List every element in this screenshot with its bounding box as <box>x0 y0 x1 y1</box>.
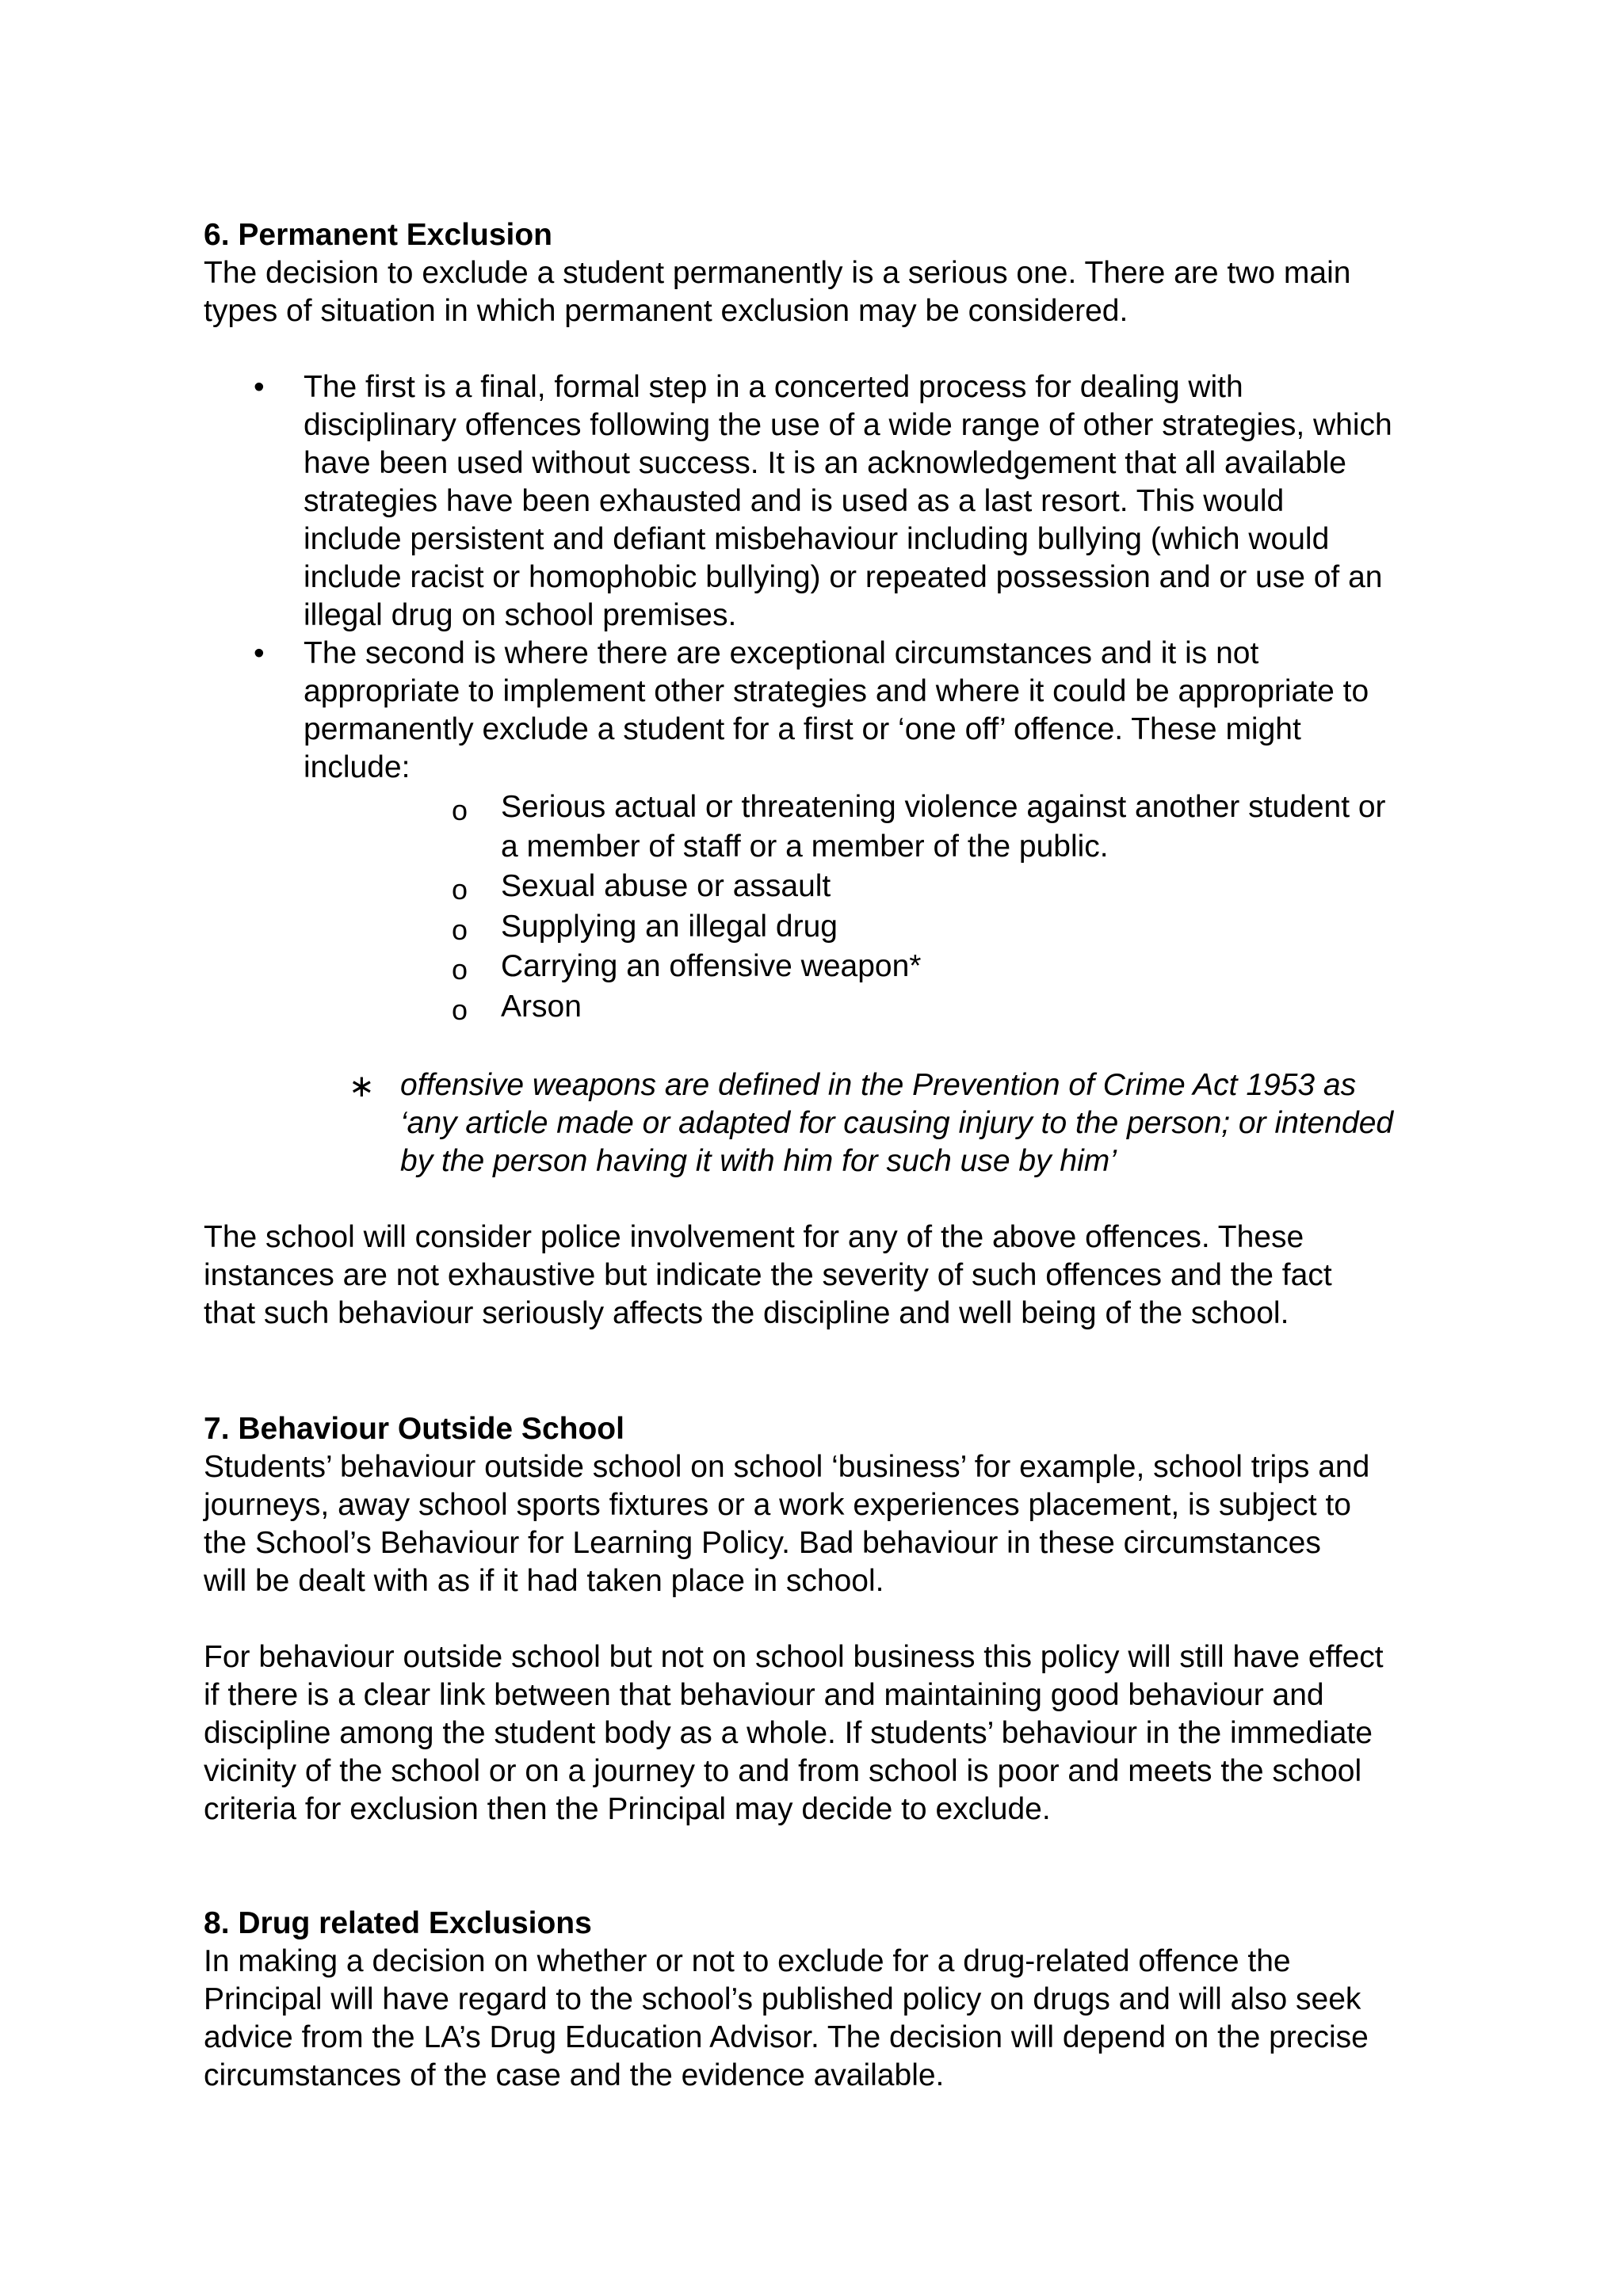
bullet-line: strategies have been exhausted and is used as a last resort. This would <box>304 484 1285 518</box>
sub-item-line: a member of staff or a member of the public. <box>501 830 1109 864</box>
paragraph-line: The decision to exclude a student permanently is a serious one. There are two main <box>204 256 1351 290</box>
paragraph-line: instances are not exhaustive but indicate the severity of such offences and the fact <box>204 1258 1332 1292</box>
footnote-line: offensive weapons are defined in the Prevention of Crime Act 1953 as <box>400 1068 1357 1102</box>
bullet-line: The first is a final, formal step in a concerted process for dealing with <box>304 370 1243 404</box>
paragraph-line: the School’s Behaviour for Learning Policy. Bad behaviour in these circumstances <box>204 1526 1321 1560</box>
sub-bullet-icon: o <box>452 913 468 946</box>
paragraph-line: journeys, away school sports fixtures or a work experiences placement, is subject to <box>204 1488 1351 1522</box>
bullet-icon: • <box>254 636 265 670</box>
bullet-line: include racist or homophobic bullying) or repeated possession and or use of an <box>304 560 1383 594</box>
sub-bullet-icon: o <box>452 953 468 986</box>
paragraph-line: that such behaviour seriously affects the discipline and well being of the school. <box>204 1296 1289 1330</box>
section-heading-permanent-exclusion: 6. Permanent Exclusion <box>204 218 552 252</box>
section-heading-behaviour-outside-school: 7. Behaviour Outside School <box>204 1412 624 1446</box>
sub-bullet-icon: o <box>452 794 468 826</box>
paragraph-line: criteria for exclusion then the Principal may decide to exclude. <box>204 1792 1051 1826</box>
footnote-line: ‘any article made or adapted for causing injury to the person; or intended <box>400 1106 1394 1140</box>
bullet-line: disciplinary offences following the use of a wide range of other strategies, which <box>304 408 1392 442</box>
bullet-icon: • <box>254 370 265 404</box>
paragraph-line: types of situation in which permanent exclusion may be considered. <box>204 294 1128 328</box>
paragraph-line: vicinity of the school or on a journey to and from school is poor and meets the school <box>204 1754 1362 1788</box>
sub-item-line: Sexual abuse or assault <box>501 869 831 903</box>
paragraph-line: Students’ behaviour outside school on school ‘business’ for example, school trips and <box>204 1450 1370 1484</box>
bullet-line: have been used without success. It is an acknowledgement that all available <box>304 446 1346 480</box>
paragraph-line: circumstances of the case and the evidence available. <box>204 2058 945 2092</box>
bullet-line: illegal drug on school premises. <box>304 598 737 632</box>
sub-bullet-icon: o <box>452 873 468 906</box>
paragraph-line: if there is a clear link between that behaviour and maintaining good behaviour and <box>204 1678 1324 1712</box>
sub-item-line: Carrying an offensive weapon* <box>501 949 922 983</box>
paragraph-line: discipline among the student body as a whole. If students’ behaviour in the immediate <box>204 1716 1373 1750</box>
paragraph-line: Principal will have regard to the school’s published policy on drugs and will also seek <box>204 1982 1361 2016</box>
asterisk-icon: ∗ <box>349 1070 375 1104</box>
paragraph-line: In making a decision on whether or not to exclude for a drug-related offence the <box>204 1944 1291 1978</box>
paragraph-line: The school will consider police involvement for any of the above offences. These <box>204 1220 1304 1254</box>
bullet-line: appropriate to implement other strategies and where it could be appropriate to <box>304 674 1369 708</box>
bullet-line: include persistent and defiant misbehaviour including bullying (which would <box>304 522 1330 556</box>
paragraph-line: advice from the LA’s Drug Education Advisor. The decision will depend on the precise <box>204 2020 1369 2054</box>
sub-item-line: Supplying an illegal drug <box>501 910 838 944</box>
bullet-line: permanently exclude a student for a first or ‘one off’ offence. These might <box>304 712 1301 746</box>
sub-bullet-icon: o <box>452 994 468 1026</box>
paragraph-line: For behaviour outside school but not on school business this policy will still have effect <box>204 1640 1384 1674</box>
section-heading-drug-related-exclusions: 8. Drug related Exclusions <box>204 1906 592 1940</box>
paragraph-line: will be dealt with as if it had taken place in school. <box>204 1564 884 1598</box>
footnote-line: by the person having it with him for such use by him’ <box>400 1144 1117 1178</box>
bullet-line: The second is where there are exceptional circumstances and it is not <box>304 636 1259 670</box>
bullet-line: include: <box>304 750 411 784</box>
sub-item-line: Serious actual or threatening violence against another student or <box>501 790 1386 824</box>
sub-item-line: Arson <box>501 990 582 1024</box>
